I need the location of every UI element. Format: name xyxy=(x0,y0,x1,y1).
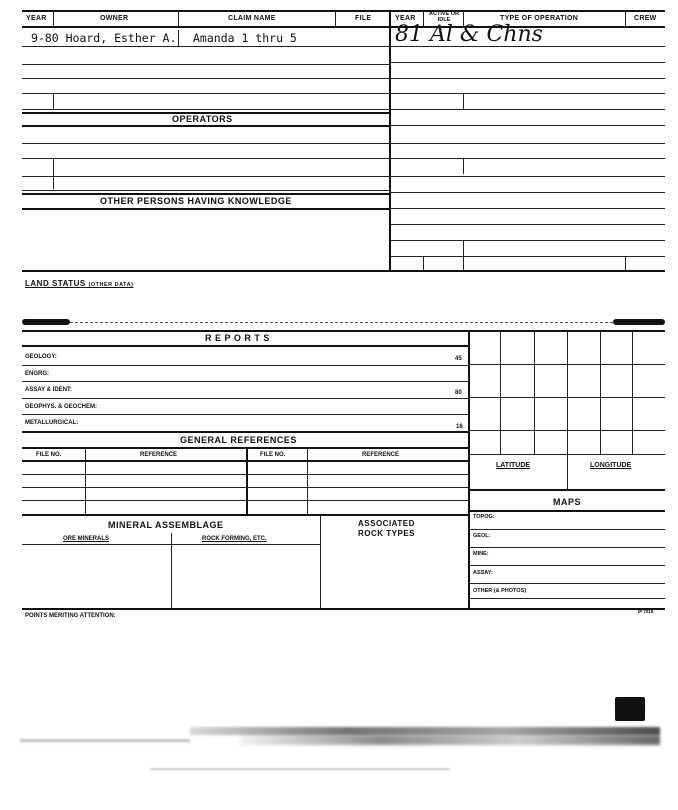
rule xyxy=(22,330,665,332)
report-label-geophys: GEOPHYS. & GEOCHEM: xyxy=(25,404,98,410)
rule xyxy=(22,487,468,488)
rule xyxy=(22,78,389,79)
scan-smudge xyxy=(20,739,190,742)
land-status-heading: LAND STATUS (OTHER DATA) xyxy=(25,279,134,288)
report-label-geology: GEOLOGY: xyxy=(25,354,57,360)
reports-heading: R E P O R T S xyxy=(205,333,270,343)
rule xyxy=(390,62,665,63)
redaction-mark xyxy=(22,319,70,325)
rule xyxy=(53,159,54,189)
rule xyxy=(390,93,665,94)
rule xyxy=(390,46,665,47)
rule xyxy=(22,447,468,449)
rule xyxy=(469,454,665,455)
rule xyxy=(389,11,391,271)
rule xyxy=(390,78,665,79)
rule xyxy=(22,270,665,272)
rule xyxy=(22,474,468,475)
scan-blot xyxy=(615,697,645,721)
col-reference-2: REFERENCE xyxy=(362,452,400,458)
other-persons-heading: OTHER PERSONS HAVING KNOWLEDGE xyxy=(100,196,292,206)
owner-entry: 9-80 Hoard, Esther A. xyxy=(31,31,177,45)
rule xyxy=(423,257,424,270)
rule xyxy=(22,190,389,191)
scan-smudge xyxy=(190,727,660,735)
rule xyxy=(469,364,665,365)
rule xyxy=(22,125,389,127)
scan-smudge xyxy=(150,768,450,770)
report-num-assay: 80 xyxy=(455,390,462,396)
rule xyxy=(22,431,468,433)
rock-types-label: ROCK TYPES xyxy=(358,529,416,538)
col-file: FILE xyxy=(355,15,372,22)
rule xyxy=(22,158,389,159)
maps-mine: MINE: xyxy=(473,551,489,557)
rule xyxy=(390,208,665,209)
rule xyxy=(53,11,54,26)
report-label-metallurgical: METALLURGICAL: xyxy=(25,420,79,426)
general-references-heading: GENERAL REFERENCES xyxy=(180,435,297,445)
rule xyxy=(469,565,665,566)
rule xyxy=(469,583,665,584)
rule xyxy=(22,109,389,110)
rule xyxy=(600,331,601,454)
rule xyxy=(469,598,665,599)
col-active-or-idle: ACTIVE OR IDLE xyxy=(429,11,459,23)
rule xyxy=(500,331,501,454)
rule xyxy=(390,224,665,225)
rule xyxy=(469,397,665,398)
rule xyxy=(22,398,468,399)
rule xyxy=(463,240,464,270)
rule xyxy=(22,460,468,462)
rule xyxy=(22,500,468,501)
rule xyxy=(469,430,665,431)
rule xyxy=(390,125,665,126)
rule xyxy=(463,159,464,174)
claim-name-entry: Amanda 1 thru 5 xyxy=(193,31,297,45)
col-year-2: YEAR xyxy=(395,15,416,22)
maps-assay: ASSAY: xyxy=(473,570,493,576)
col-crew: CREW xyxy=(634,15,657,22)
form-number: IP 7018 xyxy=(638,609,654,614)
rule xyxy=(390,240,665,241)
rule xyxy=(22,64,389,65)
rule xyxy=(22,143,389,144)
col-reference: REFERENCE xyxy=(140,452,178,458)
ore-minerals-label: ORE MINERALS xyxy=(63,536,110,542)
rule xyxy=(625,257,626,270)
rule xyxy=(178,30,179,46)
col-file-no-2: FILE NO. xyxy=(260,452,286,458)
rule xyxy=(22,93,389,94)
handwritten-entry: 81 Al & Chns xyxy=(395,22,543,47)
rule xyxy=(469,547,665,548)
rule xyxy=(22,608,665,610)
maps-heading: MAPS xyxy=(553,497,582,507)
report-label-engrg: ENGRG: xyxy=(25,371,49,377)
rule xyxy=(468,330,470,610)
rock-forming-label: ROCK FORMING, ETC. xyxy=(202,536,267,542)
rule xyxy=(246,448,248,514)
maps-geol: GEOL: xyxy=(473,533,491,539)
rule xyxy=(22,26,665,28)
rule xyxy=(625,11,626,26)
rule xyxy=(22,193,389,195)
report-num-geology: 45 xyxy=(455,356,462,362)
rule xyxy=(307,448,308,514)
rule xyxy=(178,11,179,26)
rule xyxy=(22,345,468,347)
redaction-mark xyxy=(613,319,665,325)
col-claim-name: CLAIM NAME xyxy=(228,15,276,22)
rule xyxy=(469,510,665,512)
longitude-label: LONGITUDE xyxy=(590,462,632,469)
rule xyxy=(22,414,468,415)
mineral-assemblage-heading: MINERAL ASSEMBLAGE xyxy=(108,520,224,530)
rule xyxy=(22,365,468,366)
rule xyxy=(390,256,665,257)
scan-smudge xyxy=(240,735,660,745)
rule xyxy=(463,94,464,109)
rule xyxy=(390,143,665,144)
report-num-metallurgical: 18 xyxy=(456,424,463,430)
rule xyxy=(390,192,665,193)
operators-heading: OPERATORS xyxy=(172,114,233,124)
maps-other: OTHER (& PHOTOS) xyxy=(473,588,527,594)
rule xyxy=(320,515,321,608)
rule xyxy=(469,529,665,530)
rule xyxy=(70,322,613,323)
rule xyxy=(22,381,468,382)
rule xyxy=(53,94,54,109)
rule xyxy=(22,514,468,516)
rule xyxy=(22,176,389,177)
report-label-assay: ASSAY & IDENT: xyxy=(25,387,73,393)
rule xyxy=(567,331,568,489)
latitude-label: LATITUDE xyxy=(496,462,531,469)
col-type-of-operation: TYPE OF OPERATION xyxy=(500,15,579,22)
rule xyxy=(469,489,665,491)
rule xyxy=(335,11,336,26)
points-meriting-attention: POINTS MERITING ATTENTION: xyxy=(25,613,116,619)
col-file-no: FILE NO. xyxy=(36,452,62,458)
rule xyxy=(22,208,389,210)
rule xyxy=(171,533,172,608)
rule xyxy=(632,331,633,454)
rule xyxy=(390,158,665,159)
rule xyxy=(390,109,665,110)
col-owner: OWNER xyxy=(100,15,129,22)
rule xyxy=(22,10,665,12)
rule xyxy=(22,46,389,47)
col-year: YEAR xyxy=(26,15,47,22)
rule xyxy=(534,331,535,454)
rule xyxy=(85,448,86,514)
rule xyxy=(390,176,665,177)
maps-topog: TOPOG: xyxy=(473,514,495,520)
associated-label: ASSOCIATED xyxy=(358,519,415,528)
